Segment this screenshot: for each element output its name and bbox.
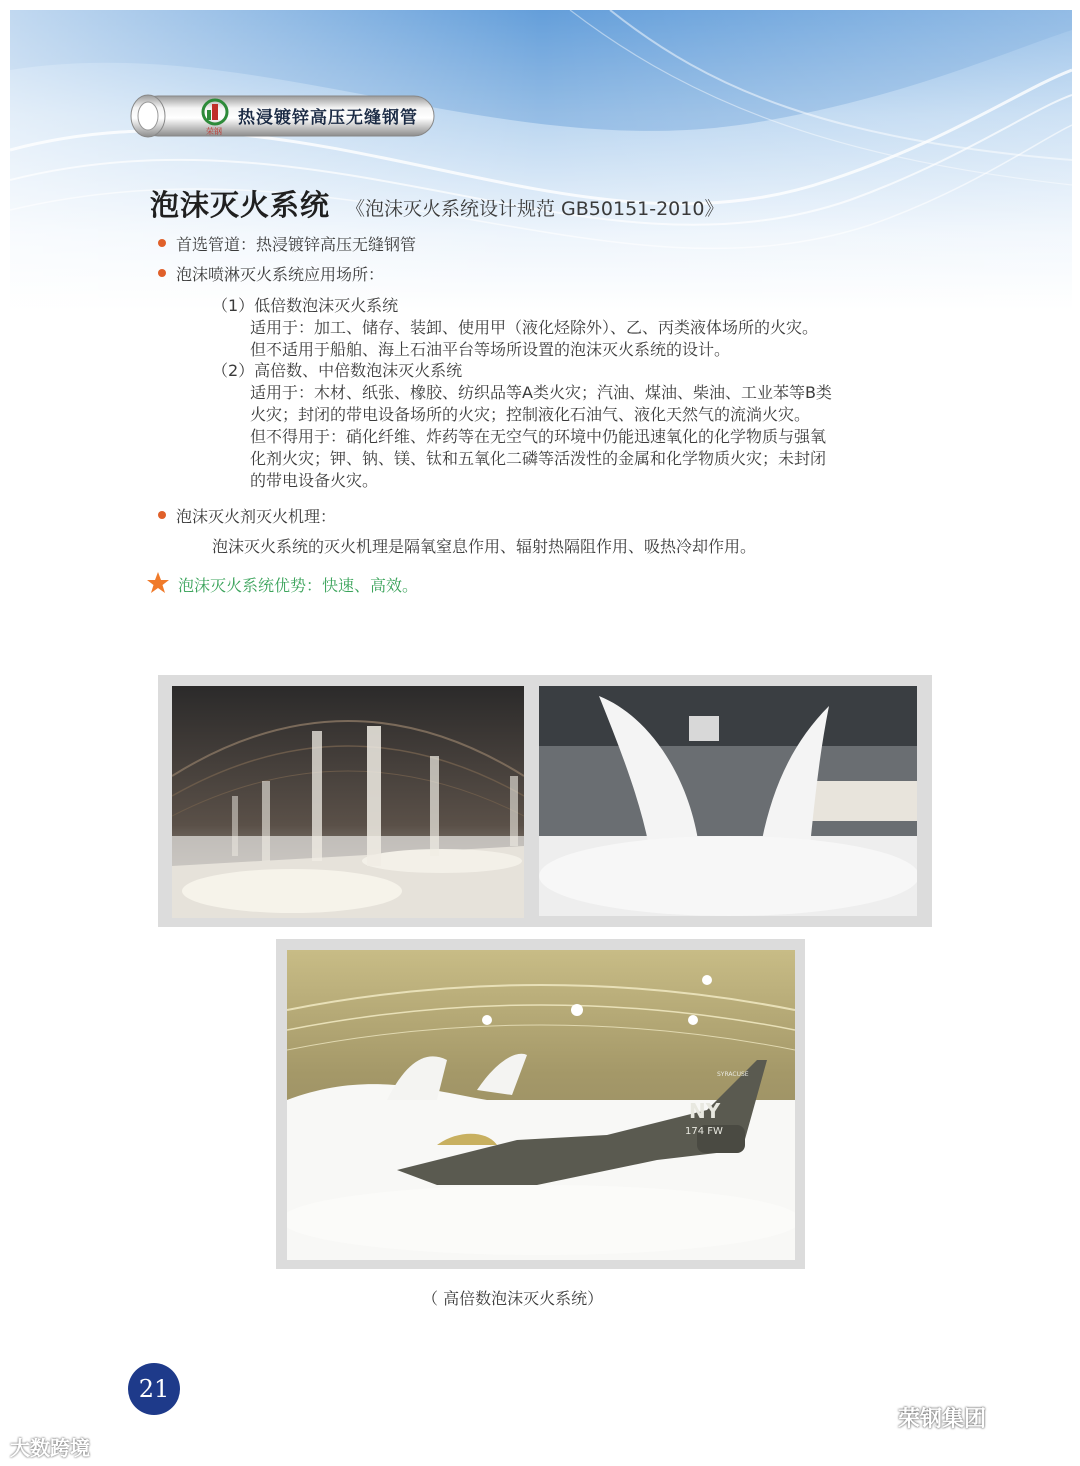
item2-line: 但不得用于：硝化纤维、炸药等在无空气的环境中仍能迅速氧化的化学物质与强氧 [250,427,827,446]
bullet-dot [158,269,166,277]
item2-heading: （2）高倍数、中倍数泡沫灭火系统 [212,361,463,380]
logo-text: 荣钢 [206,127,222,136]
photo-foam-generators [539,686,917,916]
banner-title: 热浸镀锌高压无缝钢管 [238,108,418,128]
photo-caption: （ 高倍数泡沫灭火系统） [422,1289,604,1308]
title-reference: 《泡沫灭火系统设计规范 GB50151-2010》 [346,198,724,220]
watermark-right: 荣钢集团 [898,1407,987,1432]
tail-marking-unit: 174 FW [685,1126,723,1137]
bullet-dot [158,511,166,519]
item1-line: 但不适用于船舶、海上石油平台等场所设置的泡沫灭火系统的设计。 [250,340,731,359]
tail-marking-city: SYRACUSE [717,1071,749,1078]
page-number: 21 [128,1363,180,1415]
tail-marking-ny: NY [689,1099,721,1123]
mechanism-text: 泡沫灭火系统的灭火机理是隔氧窒息作用、辐射热隔阻作用、吸热冷却作用。 [212,537,757,556]
application-heading: 泡沫喷淋灭火系统应用场所： [176,265,385,284]
item2-line: 适用于：木材、纸张、橡胶、纺织品等A类火灾；汽油、煤油、柴油、工业苯等B类 [250,383,832,402]
preferred-pipe-text: 首选管道：热浸镀锌高压无缝钢管 [176,235,417,254]
photo-hangar-foam-sprinklers [172,686,524,918]
photo-jet-in-foam [287,950,795,1260]
item2-line: 的带电设备火灾。 [250,471,379,490]
star-icon [146,571,170,595]
item1-heading: （1）低倍数泡沫灭火系统 [212,296,399,315]
header-wave-background [10,10,1072,310]
mechanism-heading: 泡沫灭火剂灭火机理： [176,507,337,526]
item2-line: 火灾；封闭的带电设备场所的火灾；控制液化石油气、液化天然气的流淌火灾。 [250,405,811,424]
item1-line: 适用于：加工、储存、装卸、使用甲（液化烃除外）、乙、丙类液体场所的火灾。 [250,318,819,337]
page-title: 泡沫灭火系统 [150,188,331,222]
bullet-dot [158,239,166,247]
item2-line: 化剂火灾；钾、钠、镁、钛和五氧化二磷等活泼性的金属和化学物质火灾；未封闭 [250,449,827,468]
watermark-left: 大数跨境 [10,1436,90,1460]
advantage-text: 泡沫灭火系统优势：快速、高效。 [178,576,419,595]
